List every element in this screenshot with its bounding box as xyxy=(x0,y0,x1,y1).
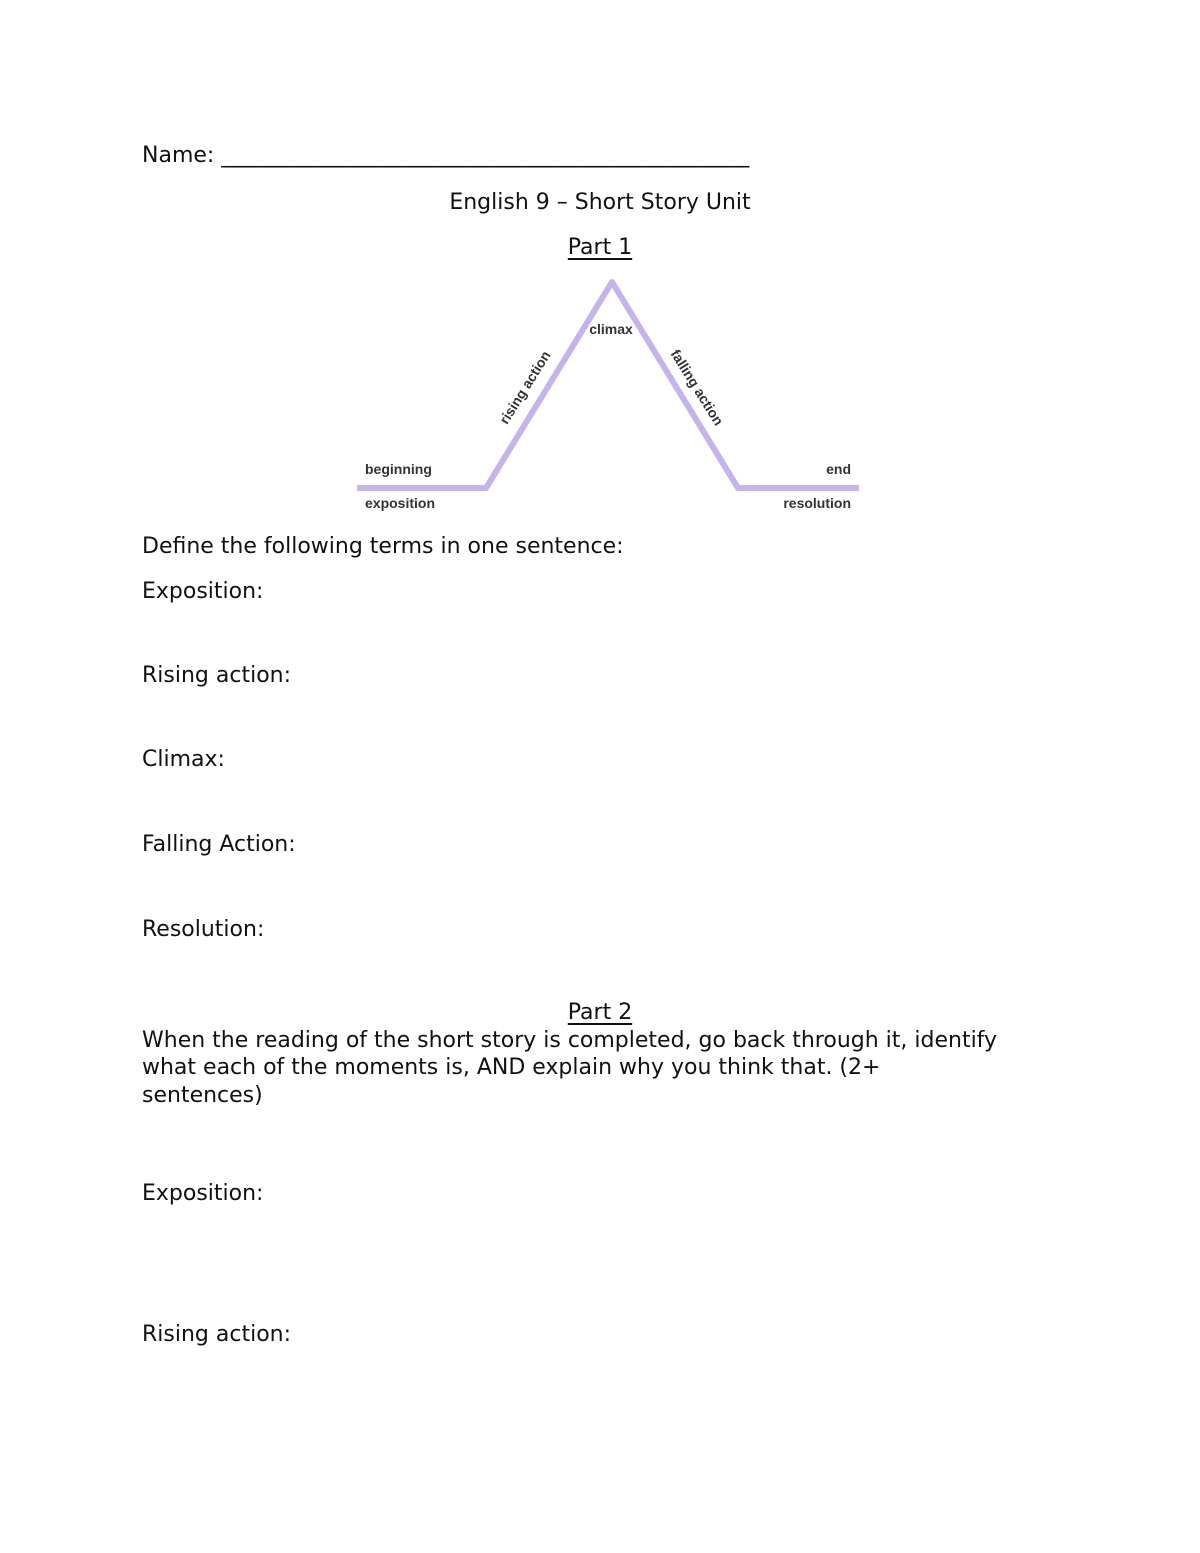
label-rising-action: rising action xyxy=(495,347,554,427)
part2-heading-wrap xyxy=(0,999,1200,1026)
part2-heading: Part 2 xyxy=(567,1000,633,1025)
part2-term-rising-action: Rising action: xyxy=(142,1322,292,1347)
label-beginning: beginning xyxy=(365,461,432,477)
part2-instruction-line1: When the reading of the short story is completed, go back through it, identify xyxy=(142,1028,998,1053)
term-falling-action: Falling Action: xyxy=(142,832,296,857)
label-falling-action: falling action xyxy=(667,346,727,429)
term-exposition: Exposition: xyxy=(142,579,264,604)
plot-line xyxy=(357,282,859,488)
part2-instruction-line3: sentences) xyxy=(142,1083,263,1108)
name-field-label: Name: ________________________________________________ xyxy=(142,143,750,168)
label-climax: climax xyxy=(589,321,633,337)
page-title: English 9 – Short Story Unit xyxy=(449,190,751,215)
term-climax: Climax: xyxy=(142,747,225,772)
term-resolution: Resolution: xyxy=(142,917,265,942)
label-resolution: resolution xyxy=(783,495,851,511)
part1-instruction: Define the following terms in one sentence: xyxy=(142,534,624,559)
part2-term-exposition: Exposition: xyxy=(142,1181,264,1206)
term-rising-action: Rising action: xyxy=(142,663,292,688)
part2-instruction-line2: what each of the moments is, AND explain why you think that. (2+ xyxy=(142,1055,881,1080)
plot-diagram xyxy=(0,0,1200,530)
part1-heading: Part 1 xyxy=(567,235,633,260)
label-exposition: exposition xyxy=(365,495,436,511)
label-end: end xyxy=(826,461,851,477)
